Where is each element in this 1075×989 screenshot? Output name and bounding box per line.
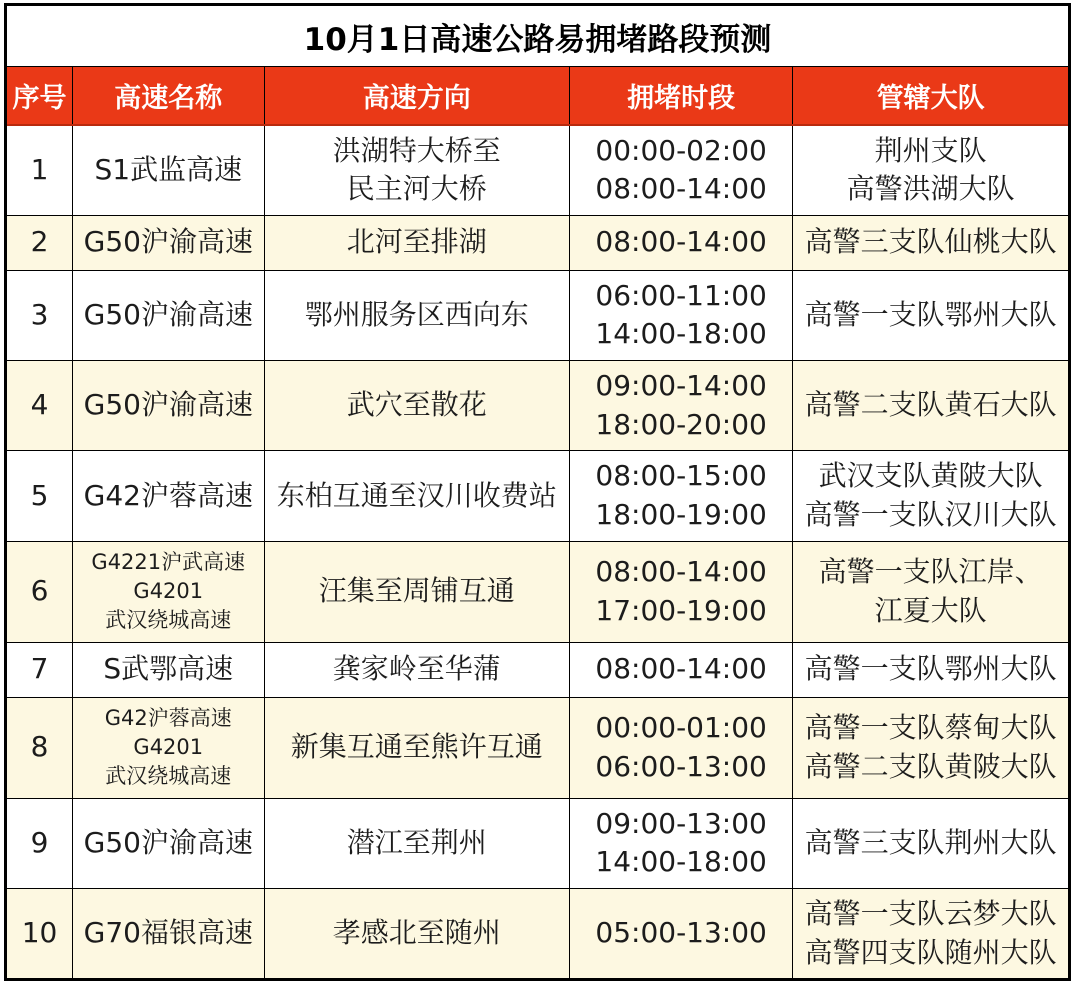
cell-text-line: 06:00-11:00 [595,278,767,312]
congestion-forecast-table [4,3,1071,981]
cell-text-line: G50沪渝高速 [83,826,253,860]
congestion-period-cell [569,361,792,451]
cell-text-line: 00:00-01:00 [595,711,767,745]
cell-text-line: 孝感北至随州 [332,916,501,950]
cell-text-line: 7 [30,652,49,686]
jurisdiction-brigade-cell [793,270,1070,360]
serial-number-cell [6,798,73,888]
cell-text-line: 08:00-14:00 [595,172,767,206]
table-row [6,697,1070,798]
cell-text-line: 09:00-13:00 [595,806,767,840]
cell-text-line: 08:00-14:00 [595,554,767,588]
congestion-period-cell [569,889,792,980]
cell-text-line: 荆州支队 [874,133,987,167]
cell-text-line: 高警三支队仙桃大队 [804,225,1057,259]
highway-direction-cell [264,541,569,642]
serial-number-cell [6,541,73,642]
cell-text-line: G50沪渝高速 [83,225,253,259]
highway-name-cell [73,642,265,697]
cell-text-line: 武汉绕城高速 [105,764,232,789]
column-header-highway-name: 高速名称 [73,67,265,125]
cell-text-line: 高警一支队蔡甸大队 [804,711,1057,745]
cell-text-line: 高警一支队云梦大队 [804,897,1057,931]
cell-text-line: 06:00-13:00 [595,749,767,783]
cell-text-line: 武穴至散花 [346,388,487,422]
cell-text-line: 高警一支队汉川大队 [804,497,1057,531]
jurisdiction-brigade-cell [793,889,1070,980]
highway-direction-cell [264,798,569,888]
congestion-period-cell [569,541,792,642]
serial-number-cell [6,125,73,216]
jurisdiction-brigade-cell [793,125,1070,216]
highway-name-cell [73,361,265,451]
cell-text-line: 05:00-13:00 [595,916,767,950]
column-header-highway-direction: 高速方向 [264,67,569,125]
cell-text-line: 3 [30,298,49,332]
congestion-period-cell [569,451,792,541]
cell-text-line: 8 [30,730,49,764]
cell-text-line: 高警二支队黄石大队 [804,388,1057,422]
table-row [6,361,1070,451]
congestion-period-cell [569,270,792,360]
congestion-period-cell [569,642,792,697]
cell-text-line: 武汉支队黄陂大队 [818,459,1043,493]
cell-text-line: G42沪蓉高速 [104,705,232,730]
jurisdiction-brigade-cell [793,451,1070,541]
cell-text-line: 08:00-15:00 [595,459,767,493]
cell-text-line: 08:00-14:00 [595,652,767,686]
table-row [6,642,1070,697]
cell-text-line: 高警三支队荆州大队 [804,826,1057,860]
cell-text-line: G70福银高速 [83,916,253,950]
table-row [6,125,1070,216]
cell-text-line: 高警洪湖大队 [846,172,1015,206]
table-row [6,889,1070,980]
cell-text-line: 高警一支队鄂州大队 [804,652,1057,686]
congestion-period-cell [569,798,792,888]
highway-direction-cell [264,125,569,216]
cell-text-line: S武鄂高速 [103,652,234,686]
cell-text-line: 龚家岭至华蒲 [332,652,501,686]
highway-name-cell [73,697,265,798]
table-body [6,125,1070,980]
congestion-period-cell [569,125,792,216]
cell-text-line: 08:00-14:00 [595,225,767,259]
table-row [6,270,1070,360]
cell-text-line: 18:00-19:00 [595,497,767,531]
cell-text-line: 18:00-20:00 [595,407,767,441]
highway-direction-cell [264,215,569,270]
table-row [6,541,1070,642]
cell-text-line: 汪集至周铺互通 [318,574,515,608]
cell-text-line: 00:00-02:00 [595,133,767,167]
highway-name-cell [73,270,265,360]
highway-direction-cell [264,451,569,541]
jurisdiction-brigade-cell [793,642,1070,697]
serial-number-cell [6,270,73,360]
cell-text-line: G42沪蓉高速 [83,478,253,512]
cell-text-line: 高警一支队鄂州大队 [804,298,1057,332]
highway-direction-cell [264,889,569,980]
highway-direction-cell [264,642,569,697]
serial-number-cell [6,697,73,798]
cell-text-line: G4221沪武高速 [91,549,246,574]
serial-number-cell [6,451,73,541]
cell-text-line: 09:00-14:00 [595,369,767,402]
cell-text-line: 14:00-18:00 [595,317,767,351]
cell-text-line: 1 [30,152,49,186]
highway-name-cell [73,215,265,270]
cell-text-line: 10 [21,916,58,950]
cell-text-line: G50沪渝高速 [83,298,253,332]
highway-direction-cell [264,361,569,451]
serial-number-cell [6,642,73,697]
jurisdiction-brigade-cell [793,697,1070,798]
cell-text-line: 6 [30,574,49,608]
highway-direction-cell [264,270,569,360]
column-header-congestion-period: 拥堵时段 [569,67,792,125]
table-row [6,215,1070,270]
jurisdiction-brigade-cell [793,215,1070,270]
cell-text-line: 17:00-19:00 [595,593,767,627]
cell-text-line: G50沪渝高速 [83,388,253,422]
highway-name-cell [73,125,265,216]
cell-text-line: 武汉绕城高速 [105,608,232,633]
cell-text-line: 4 [30,388,49,422]
cell-text-line: 江夏大队 [874,593,987,627]
cell-text-line: 东柏互通至汉川收费站 [276,478,557,512]
highway-name-cell [73,889,265,980]
table-header-row [6,67,1070,125]
cell-text-line: 高警一支队江岸、 [818,554,1043,588]
cell-text-line: 2 [30,225,49,259]
jurisdiction-brigade-cell [793,798,1070,888]
cell-text-line: G4201 [133,735,204,760]
cell-text-line: 新集互通至熊许互通 [290,730,543,764]
cell-text-line: 洪湖特大桥至 [332,133,501,167]
congestion-period-cell [569,215,792,270]
column-header-serial-number: 序号 [6,67,73,125]
column-header-jurisdiction-brigade: 管辖大队 [793,67,1070,125]
cell-text-line: 潜江至荆州 [346,826,487,860]
table-title-row [6,5,1070,67]
serial-number-cell [6,215,73,270]
serial-number-cell [6,361,73,451]
congestion-period-cell [569,697,792,798]
cell-text-line: 鄂州服务区西向东 [304,298,529,332]
highway-name-cell [73,541,265,642]
highway-name-cell [73,798,265,888]
highway-direction-cell [264,697,569,798]
cell-text-line: 高警四支队随州大队 [804,935,1057,969]
jurisdiction-brigade-cell [793,541,1070,642]
cell-text-line: 14:00-18:00 [595,845,767,879]
cell-text-line: 高警二支队黄陂大队 [804,749,1057,783]
jurisdiction-brigade-cell [793,361,1070,451]
highway-name-cell [73,451,265,541]
serial-number-cell [6,889,73,980]
cell-text-line: 5 [30,478,49,512]
cell-text-line: 北河至排湖 [346,225,487,259]
page-title: 10月1日高速公路易拥堵路段预测 [6,5,1070,67]
table-row [6,798,1070,888]
cell-text-line: 民主河大桥 [346,172,487,206]
cell-text-line: S1武监高速 [94,152,243,186]
cell-text-line: 9 [30,826,49,860]
cell-text-line: G4201 [133,578,204,603]
table-row [6,451,1070,541]
